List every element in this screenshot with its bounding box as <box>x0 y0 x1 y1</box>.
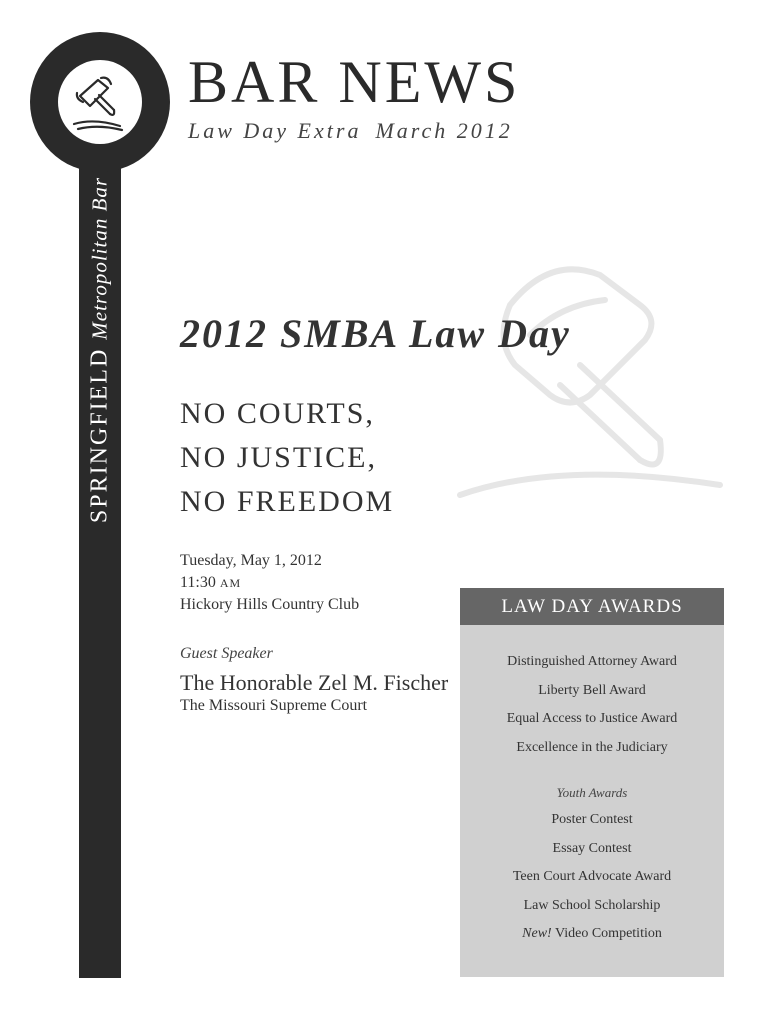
gavel-watermark-icon <box>440 245 730 520</box>
guest-speaker-label: Guest Speaker <box>180 645 273 662</box>
guest-speaker-name: The Honorable Zel M. Fischer <box>180 670 449 695</box>
sidebar-city: SPRINGFIELD <box>86 347 113 524</box>
award-item: Teen Court Advocate Award <box>512 869 672 884</box>
award-item: Poster Contest <box>551 812 633 827</box>
masthead-title: BAR NEWS <box>188 49 521 115</box>
main-awards-list <box>460 648 724 762</box>
time-suffix: AM <box>219 576 242 590</box>
award-item: Equal Access to Justice Award <box>506 711 678 726</box>
slogan-line: NO COURTS, <box>180 397 375 430</box>
event-date: Tuesday, May 1, 2012 <box>180 552 322 569</box>
sidebar-org-name <box>87 177 114 523</box>
event-title: 2012 SMBA Law Day <box>180 311 571 356</box>
sidebar-organization: Metropolitan Bar <box>87 176 112 340</box>
event-time: 11:30 AM <box>180 574 242 591</box>
gavel-logo-icon <box>58 60 142 144</box>
award-item <box>460 920 724 949</box>
issue-label: Law Day Extra <box>188 118 362 143</box>
event-details <box>180 550 359 616</box>
event-slogan <box>180 392 394 524</box>
issue-date: March 2012 <box>375 118 513 143</box>
award-item: Law School Scholarship <box>523 897 661 913</box>
award-item-text: Video Competition <box>554 926 662 941</box>
award-item: Distinguished Attorney Award <box>507 654 677 669</box>
guest-speaker-court: The Missouri Supreme Court <box>180 697 368 714</box>
event-venue: Hickory Hills Country Club <box>180 596 360 613</box>
award-item: Excellence in the Judiciary <box>516 739 668 755</box>
award-item: Essay Contest <box>552 840 632 856</box>
slogan-line: NO JUSTICE, <box>180 441 378 474</box>
award-item: Liberty Bell Award <box>538 682 646 698</box>
slogan-line: NO FREEDOM <box>180 485 395 518</box>
masthead-subtitle <box>188 118 513 144</box>
new-label: New! <box>522 926 552 941</box>
youth-awards-list <box>460 806 724 949</box>
awards-heading: LAW DAY AWARDS <box>460 588 724 625</box>
youth-awards-heading: Youth Awards <box>556 785 628 800</box>
awards-panel <box>460 588 724 977</box>
